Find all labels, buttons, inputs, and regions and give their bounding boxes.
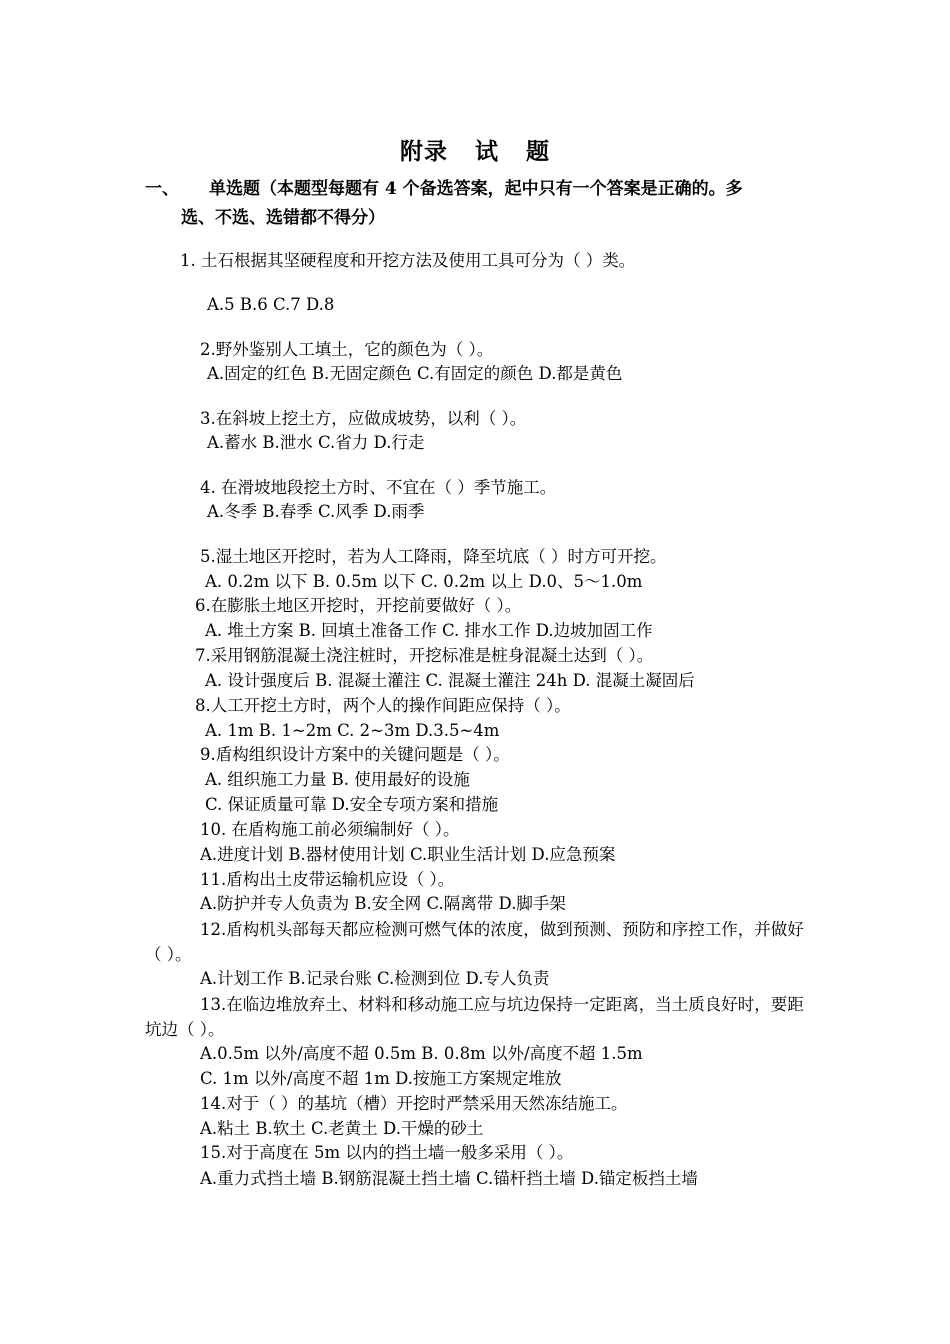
- question-5: 5.湿土地区开挖时，若为人工降雨，降至坑底（ ）时方可开挖。: [200, 547, 667, 566]
- question-5-options: A. 0.2m 以下 B. 0.5m 以下 C. 0.2m 以上 D.0、5～1.0m: [205, 572, 643, 591]
- question-11: 11.盾构出土皮带运输机应设（ ）。: [200, 870, 455, 889]
- question-11-options: A.防护并专人负责为 B.安全网 C.隔离带 D.脚手架: [200, 894, 566, 913]
- question-7-options: A. 设计强度后 B. 混凝土灌注 C. 混凝土灌注 24h D. 混凝土凝固后: [205, 671, 695, 690]
- question-9-options-1: A. 组织施工力量 B. 使用最好的设施: [205, 770, 470, 789]
- question-3: 3.在斜坡上挖土方，应做成坡势，以利（ ）。: [200, 409, 527, 428]
- question-12-options: A.计划工作 B.记录台账 C.检测到位 D.专人负责: [200, 969, 550, 988]
- section-heading: [145, 175, 810, 233]
- question-1: 1. 土石根据其坚硬程度和开挖方法及使用工具可分为（ ）类。: [180, 251, 636, 270]
- page-title: 附录 试 题: [399, 138, 551, 165]
- question-8: 8.人工开挖土方时，两个人的操作间距应保持（ ）。: [195, 696, 571, 715]
- question-2: 2.野外鉴别人工填土，它的颜色为（ ）。: [200, 340, 494, 359]
- question-4-options: A.冬季 B.春季 C.风季 D.雨季: [207, 502, 425, 521]
- question-13: 13.在临边堆放弃土、材料和移动施工应与坑边保持一定距离，当土质良好时，要距坑边（ ）。: [145, 995, 804, 1039]
- question-3-options: A.蓄水 B.泄水 C.省力 D.行走: [207, 433, 425, 452]
- question-6: 6.在膨胀土地区开挖时，开挖前要做好（ ）。: [195, 596, 522, 615]
- question-9-options-2: C. 保证质量可靠 D.安全专项方案和措施: [205, 795, 499, 814]
- question-6-options: A. 堆土方案 B. 回填土准备工作 C. 排水工作 D.边坡加固工作: [205, 621, 653, 640]
- section-title-line2: 选、不选、选错都不得分）: [181, 208, 385, 228]
- question-14: 14.对于（ ）的基坑（槽）开挖时严禁采用天然冻结施工。: [200, 1094, 628, 1113]
- question-10-options: A.进度计划 B.器材使用计划 C.职业生活计划 D.应急预案: [200, 845, 616, 864]
- question-1-options: A.5 B.6 C.7 D.8: [207, 295, 335, 314]
- question-13-options-2: C. 1m 以外/高度不超 1m D.按施工方案规定堆放: [200, 1069, 562, 1088]
- question-15: 15.对于高度在 5m 以内的挡土墙一般多采用（ ）。: [200, 1143, 574, 1162]
- question-4: 4. 在滑坡地段挖土方时、不宜在（ ）季节施工。: [200, 478, 557, 497]
- question-9: 9.盾构组织设计方案中的关键问题是（ ）。: [200, 745, 510, 764]
- question-7: 7.采用钢筋混凝土浇注桩时，开挖标准是桩身混凝土达到（ ）。: [195, 646, 654, 665]
- question-14-options: A.粘土 B.软土 C.老黄土 D.干燥的砂土: [200, 1119, 484, 1138]
- question-15-options: A.重力式挡土墙 B.钢筋混凝土挡土墙 C.锚杆挡土墙 D.锚定板挡土墙: [200, 1169, 698, 1188]
- section-title-line1: 单选题（本题型每题有 4 个备选答案，起中只有一个答案是正确的。多: [209, 179, 743, 199]
- question-2-options: A.固定的红色 B.无固定颜色 C.有固定的颜色 D.都是黄色: [207, 364, 623, 383]
- section-number: 一、: [145, 179, 179, 199]
- question-8-options: A. 1m B. 1~2m C. 2~3m D.3.5~4m: [205, 721, 500, 740]
- question-12: 12.盾构机头部每天都应检测可燃气体的浓度，做到预测、预防和序控工作，并做好（ ）。: [145, 920, 804, 964]
- question-13-options-1: A.0.5m 以外/高度不超 0.5m B. 0.8m 以外/高度不超 1.5m: [200, 1044, 643, 1063]
- question-10: 10. 在盾构施工前必须编制好（ ）。: [200, 820, 460, 839]
